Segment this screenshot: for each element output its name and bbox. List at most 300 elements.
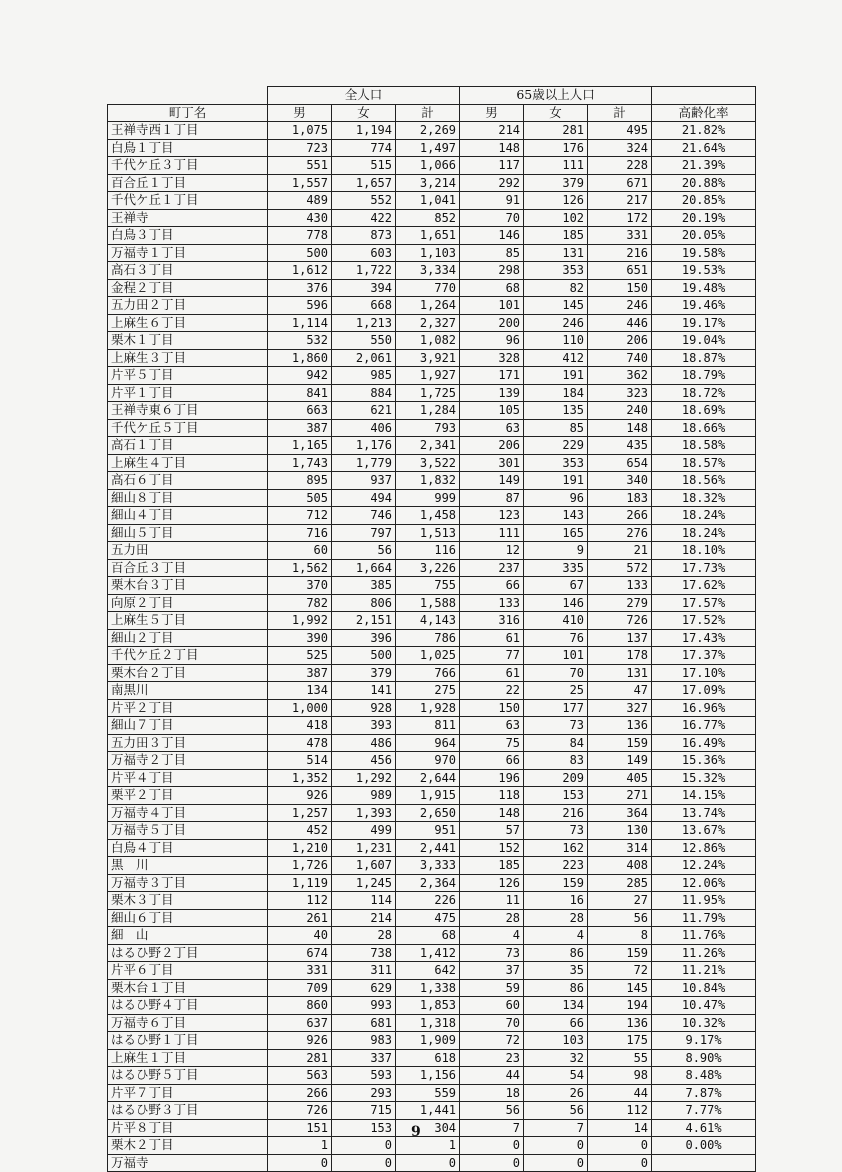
female-cell: 993 — [332, 997, 396, 1015]
aging-rate-cell: 16.49% — [652, 734, 756, 752]
table-row — [108, 314, 756, 332]
town-name-cell: 細山５丁目 — [108, 524, 268, 542]
elderly-total-cell: 130 — [588, 822, 652, 840]
elderly-total-cell: 279 — [588, 594, 652, 612]
male-cell: 525 — [268, 647, 332, 665]
town-name-cell: 白鳥１丁目 — [108, 139, 268, 157]
female-cell: 1,607 — [332, 857, 396, 875]
town-name-cell: 上麻生３丁目 — [108, 349, 268, 367]
town-name-cell: 細 山 — [108, 927, 268, 945]
total-cell: 475 — [396, 909, 460, 927]
male-cell: 261 — [268, 909, 332, 927]
aging-rate-cell: 20.05% — [652, 227, 756, 245]
total-cell: 1,318 — [396, 1014, 460, 1032]
town-name-cell: 千代ケ丘５丁目 — [108, 419, 268, 437]
table-row — [108, 332, 756, 350]
elderly-male-cell: 316 — [460, 612, 524, 630]
female-cell: 715 — [332, 1102, 396, 1120]
town-name-cell: はるひ野５丁目 — [108, 1067, 268, 1085]
total-cell: 1,156 — [396, 1067, 460, 1085]
aging-rate-cell: 8.90% — [652, 1049, 756, 1067]
total-cell: 642 — [396, 962, 460, 980]
total-cell: 1,264 — [396, 297, 460, 315]
elderly-total-cell: 183 — [588, 489, 652, 507]
elderly-total-cell: 136 — [588, 717, 652, 735]
elderly-male-cell: 56 — [460, 1102, 524, 1120]
male-cell: 1,743 — [268, 454, 332, 472]
elderly-total-cell: 323 — [588, 384, 652, 402]
table-row — [108, 209, 756, 227]
elderly-female-cell: 410 — [524, 612, 588, 630]
elderly-male-cell: 23 — [460, 1049, 524, 1067]
male-cell: 841 — [268, 384, 332, 402]
elderly-female-cell: 126 — [524, 192, 588, 210]
aging-rate-cell: 18.58% — [652, 437, 756, 455]
town-name-cell: 白鳥３丁目 — [108, 227, 268, 245]
total-cell: 1,588 — [396, 594, 460, 612]
table-row — [108, 1084, 756, 1102]
elderly-female-cell: 73 — [524, 717, 588, 735]
female-cell: 797 — [332, 524, 396, 542]
elderly-female-cell: 16 — [524, 892, 588, 910]
town-name-cell: 細山７丁目 — [108, 717, 268, 735]
aging-rate-cell: 18.72% — [652, 384, 756, 402]
total-cell: 3,921 — [396, 349, 460, 367]
elderly-male-cell: 149 — [460, 472, 524, 490]
elderly-total-cell: 364 — [588, 804, 652, 822]
table-row — [108, 384, 756, 402]
total-cell: 2,341 — [396, 437, 460, 455]
aging-rate-cell: 11.26% — [652, 944, 756, 962]
header-elderly-total: 計 — [588, 104, 652, 122]
elderly-male-cell: 63 — [460, 419, 524, 437]
table-row — [108, 1049, 756, 1067]
elderly-male-cell: 44 — [460, 1067, 524, 1085]
town-name-cell: 高石６丁目 — [108, 472, 268, 490]
total-cell: 793 — [396, 419, 460, 437]
town-name-cell: 万福寺 — [108, 1154, 268, 1172]
male-cell: 712 — [268, 507, 332, 525]
aging-rate-cell: 20.88% — [652, 174, 756, 192]
total-cell: 116 — [396, 542, 460, 560]
elderly-total-cell: 206 — [588, 332, 652, 350]
table-row — [108, 839, 756, 857]
total-cell: 226 — [396, 892, 460, 910]
aging-rate-cell: 20.85% — [652, 192, 756, 210]
male-cell: 500 — [268, 244, 332, 262]
column-header-row — [108, 104, 756, 122]
aging-rate-cell: 11.21% — [652, 962, 756, 980]
elderly-total-cell: 0 — [588, 1137, 652, 1155]
female-cell: 668 — [332, 297, 396, 315]
elderly-female-cell: 110 — [524, 332, 588, 350]
elderly-female-cell: 28 — [524, 909, 588, 927]
aging-rate-cell: 17.10% — [652, 664, 756, 682]
table-row — [108, 262, 756, 280]
elderly-female-cell: 159 — [524, 874, 588, 892]
aging-rate-cell: 21.82% — [652, 122, 756, 140]
aging-rate-cell: 19.04% — [652, 332, 756, 350]
total-cell: 1,066 — [396, 157, 460, 175]
elderly-total-cell: 98 — [588, 1067, 652, 1085]
total-cell: 559 — [396, 1084, 460, 1102]
female-cell: 1,245 — [332, 874, 396, 892]
aging-rate-cell: 19.58% — [652, 244, 756, 262]
town-name-cell: 王禅寺東６丁目 — [108, 402, 268, 420]
table-row — [108, 717, 756, 735]
total-cell: 1,412 — [396, 944, 460, 962]
elderly-total-cell: 145 — [588, 979, 652, 997]
total-cell: 770 — [396, 279, 460, 297]
elderly-total-cell: 217 — [588, 192, 652, 210]
elderly-male-cell: 148 — [460, 139, 524, 157]
elderly-female-cell: 185 — [524, 227, 588, 245]
elderly-female-cell: 103 — [524, 1032, 588, 1050]
male-cell: 1,210 — [268, 839, 332, 857]
elderly-male-cell: 200 — [460, 314, 524, 332]
female-cell: 500 — [332, 647, 396, 665]
female-cell: 1,231 — [332, 839, 396, 857]
female-cell: 28 — [332, 927, 396, 945]
table-row — [108, 279, 756, 297]
elderly-female-cell: 165 — [524, 524, 588, 542]
town-name-cell: 五力田２丁目 — [108, 297, 268, 315]
female-cell: 1,664 — [332, 559, 396, 577]
aging-rate-cell: 18.69% — [652, 402, 756, 420]
table-row — [108, 1014, 756, 1032]
elderly-total-cell: 276 — [588, 524, 652, 542]
elderly-male-cell: 150 — [460, 699, 524, 717]
elderly-total-cell: 21 — [588, 542, 652, 560]
aging-rate-cell: 10.47% — [652, 997, 756, 1015]
elderly-female-cell: 102 — [524, 209, 588, 227]
female-cell: 873 — [332, 227, 396, 245]
elderly-female-cell: 111 — [524, 157, 588, 175]
town-name-cell: 細山６丁目 — [108, 909, 268, 927]
total-cell: 0 — [396, 1154, 460, 1172]
elderly-male-cell: 4 — [460, 927, 524, 945]
elderly-total-cell: 446 — [588, 314, 652, 332]
total-cell: 2,650 — [396, 804, 460, 822]
total-cell: 970 — [396, 752, 460, 770]
aging-rate-cell — [652, 1154, 756, 1172]
elderly-male-cell: 85 — [460, 244, 524, 262]
total-cell: 1,725 — [396, 384, 460, 402]
elderly-female-cell: 216 — [524, 804, 588, 822]
table-row — [108, 1154, 756, 1172]
elderly-male-cell: 37 — [460, 962, 524, 980]
town-name-cell: 千代ケ丘３丁目 — [108, 157, 268, 175]
male-cell: 782 — [268, 594, 332, 612]
elderly-female-cell: 131 — [524, 244, 588, 262]
female-cell: 2,061 — [332, 349, 396, 367]
town-name-cell: 万福寺６丁目 — [108, 1014, 268, 1032]
table-row — [108, 594, 756, 612]
table-row — [108, 402, 756, 420]
male-cell: 674 — [268, 944, 332, 962]
elderly-total-cell: 27 — [588, 892, 652, 910]
elderly-female-cell: 162 — [524, 839, 588, 857]
elderly-female-cell: 412 — [524, 349, 588, 367]
total-cell: 2,269 — [396, 122, 460, 140]
aging-rate-cell: 21.64% — [652, 139, 756, 157]
town-name-cell: はるひ野３丁目 — [108, 1102, 268, 1120]
elderly-female-cell: 9 — [524, 542, 588, 560]
elderly-female-cell: 26 — [524, 1084, 588, 1102]
population-table — [107, 86, 756, 1172]
table-row — [108, 629, 756, 647]
female-cell: 406 — [332, 419, 396, 437]
total-cell: 1,853 — [396, 997, 460, 1015]
male-cell: 452 — [268, 822, 332, 840]
aging-rate-cell: 18.87% — [652, 349, 756, 367]
table-row — [108, 192, 756, 210]
table-row — [108, 489, 756, 507]
female-cell: 456 — [332, 752, 396, 770]
elderly-male-cell: 12 — [460, 542, 524, 560]
elderly-male-cell: 206 — [460, 437, 524, 455]
elderly-male-cell: 0 — [460, 1154, 524, 1172]
elderly-male-cell: 237 — [460, 559, 524, 577]
elderly-female-cell: 0 — [524, 1137, 588, 1155]
total-cell: 1,103 — [396, 244, 460, 262]
aging-rate-cell: 18.57% — [652, 454, 756, 472]
female-cell: 1,213 — [332, 314, 396, 332]
elderly-female-cell: 143 — [524, 507, 588, 525]
table-row — [108, 507, 756, 525]
aging-rate-cell: 15.36% — [652, 752, 756, 770]
table-row — [108, 139, 756, 157]
male-cell: 134 — [268, 682, 332, 700]
elderly-total-cell: 314 — [588, 839, 652, 857]
male-cell: 430 — [268, 209, 332, 227]
elderly-male-cell: 68 — [460, 279, 524, 297]
female-cell: 311 — [332, 962, 396, 980]
table-row — [108, 227, 756, 245]
male-cell: 1,992 — [268, 612, 332, 630]
elderly-male-cell: 22 — [460, 682, 524, 700]
table-row — [108, 647, 756, 665]
table-header — [108, 87, 756, 122]
female-cell: 681 — [332, 1014, 396, 1032]
female-cell: 1,657 — [332, 174, 396, 192]
male-cell: 370 — [268, 577, 332, 595]
aging-rate-cell: 19.46% — [652, 297, 756, 315]
elderly-female-cell: 86 — [524, 979, 588, 997]
town-name-cell: 栗木台２丁目 — [108, 664, 268, 682]
male-cell: 926 — [268, 1032, 332, 1050]
elderly-total-cell: 654 — [588, 454, 652, 472]
aging-rate-cell: 16.77% — [652, 717, 756, 735]
male-cell: 926 — [268, 787, 332, 805]
female-cell: 499 — [332, 822, 396, 840]
elderly-total-cell: 159 — [588, 944, 652, 962]
total-cell: 1,915 — [396, 787, 460, 805]
female-cell: 396 — [332, 629, 396, 647]
elderly-total-cell: 150 — [588, 279, 652, 297]
table-row — [108, 419, 756, 437]
town-name-cell: 細山２丁目 — [108, 629, 268, 647]
elderly-female-cell: 85 — [524, 419, 588, 437]
total-cell: 2,364 — [396, 874, 460, 892]
table-row — [108, 524, 756, 542]
elderly-male-cell: 59 — [460, 979, 524, 997]
elderly-female-cell: 67 — [524, 577, 588, 595]
elderly-female-cell: 229 — [524, 437, 588, 455]
elderly-male-cell: 18 — [460, 1084, 524, 1102]
female-cell: 593 — [332, 1067, 396, 1085]
female-cell: 141 — [332, 682, 396, 700]
town-name-cell: 片平４丁目 — [108, 769, 268, 787]
town-name-cell: 万福寺５丁目 — [108, 822, 268, 840]
elderly-female-cell: 353 — [524, 262, 588, 280]
town-name-cell: 千代ケ丘１丁目 — [108, 192, 268, 210]
elderly-female-cell: 0 — [524, 1154, 588, 1172]
elderly-male-cell: 77 — [460, 647, 524, 665]
female-cell: 0 — [332, 1137, 396, 1155]
aging-rate-cell: 17.43% — [652, 629, 756, 647]
male-cell: 723 — [268, 139, 332, 157]
male-cell: 895 — [268, 472, 332, 490]
elderly-total-cell: 240 — [588, 402, 652, 420]
town-name-cell: 上麻生４丁目 — [108, 454, 268, 472]
male-cell: 663 — [268, 402, 332, 420]
elderly-female-cell: 101 — [524, 647, 588, 665]
table-row — [108, 1137, 756, 1155]
male-cell: 532 — [268, 332, 332, 350]
elderly-male-cell: 171 — [460, 367, 524, 385]
male-cell: 505 — [268, 489, 332, 507]
elderly-male-cell: 66 — [460, 752, 524, 770]
aging-rate-cell: 15.32% — [652, 769, 756, 787]
header-female: 女 — [332, 104, 396, 122]
total-cell: 304 — [396, 1119, 460, 1137]
total-cell: 2,441 — [396, 839, 460, 857]
elderly-male-cell: 28 — [460, 909, 524, 927]
elderly-female-cell: 96 — [524, 489, 588, 507]
female-cell: 2,151 — [332, 612, 396, 630]
total-cell: 3,334 — [396, 262, 460, 280]
male-cell: 376 — [268, 279, 332, 297]
male-cell: 387 — [268, 664, 332, 682]
elderly-total-cell: 651 — [588, 262, 652, 280]
elderly-male-cell: 101 — [460, 297, 524, 315]
male-cell: 716 — [268, 524, 332, 542]
elderly-total-cell: 175 — [588, 1032, 652, 1050]
male-cell: 1 — [268, 1137, 332, 1155]
table-row — [108, 437, 756, 455]
aging-rate-cell: 17.73% — [652, 559, 756, 577]
elderly-total-cell: 133 — [588, 577, 652, 595]
elderly-total-cell: 44 — [588, 1084, 652, 1102]
aging-rate-cell: 21.39% — [652, 157, 756, 175]
female-cell: 1,393 — [332, 804, 396, 822]
elderly-total-cell: 271 — [588, 787, 652, 805]
elderly-total-cell: 671 — [588, 174, 652, 192]
female-cell: 337 — [332, 1049, 396, 1067]
elderly-male-cell: 301 — [460, 454, 524, 472]
female-cell: 928 — [332, 699, 396, 717]
female-cell: 989 — [332, 787, 396, 805]
group-header-row — [108, 87, 756, 105]
elderly-male-cell: 185 — [460, 857, 524, 875]
female-cell: 515 — [332, 157, 396, 175]
elderly-male-cell: 196 — [460, 769, 524, 787]
town-name-cell: 栗木２丁目 — [108, 1137, 268, 1155]
total-population-header: 全人口 — [268, 87, 460, 105]
male-cell: 1,257 — [268, 804, 332, 822]
total-cell: 1,284 — [396, 402, 460, 420]
aging-rate-cell: 17.57% — [652, 594, 756, 612]
town-name-cell: 百合丘３丁目 — [108, 559, 268, 577]
town-name-cell: 細山８丁目 — [108, 489, 268, 507]
total-cell: 618 — [396, 1049, 460, 1067]
elderly-female-cell: 191 — [524, 472, 588, 490]
elderly-male-cell: 0 — [460, 1137, 524, 1155]
total-cell: 1,338 — [396, 979, 460, 997]
aging-rate-cell: 19.17% — [652, 314, 756, 332]
male-cell: 60 — [268, 542, 332, 560]
female-cell: 379 — [332, 664, 396, 682]
elderly-total-cell: 55 — [588, 1049, 652, 1067]
elderly-female-cell: 281 — [524, 122, 588, 140]
female-cell: 385 — [332, 577, 396, 595]
table-row — [108, 1067, 756, 1085]
total-cell: 1 — [396, 1137, 460, 1155]
elderly-total-cell: 131 — [588, 664, 652, 682]
elderly-female-cell: 25 — [524, 682, 588, 700]
male-cell: 266 — [268, 1084, 332, 1102]
male-cell: 1,114 — [268, 314, 332, 332]
town-name-cell: はるひ野２丁目 — [108, 944, 268, 962]
aging-rate-cell: 17.52% — [652, 612, 756, 630]
table-row — [108, 577, 756, 595]
table-row — [108, 559, 756, 577]
elderly-total-cell: 495 — [588, 122, 652, 140]
table-row — [108, 699, 756, 717]
table-row — [108, 122, 756, 140]
elderly-total-cell: 405 — [588, 769, 652, 787]
male-cell: 514 — [268, 752, 332, 770]
female-cell: 393 — [332, 717, 396, 735]
elderly-male-cell: 72 — [460, 1032, 524, 1050]
aging-rate-cell: 17.37% — [652, 647, 756, 665]
elderly-male-cell: 61 — [460, 664, 524, 682]
header-male: 男 — [268, 104, 332, 122]
page-number: 9 — [411, 1124, 421, 1140]
elderly-male-cell: 126 — [460, 874, 524, 892]
male-cell: 40 — [268, 927, 332, 945]
aging-rate-cell: 17.62% — [652, 577, 756, 595]
female-cell: 1,194 — [332, 122, 396, 140]
header-aging-rate: 高齢化率 — [652, 104, 756, 122]
elderly-male-cell: 75 — [460, 734, 524, 752]
female-cell: 1,779 — [332, 454, 396, 472]
header-town-name: 町丁名 — [108, 104, 268, 122]
aging-rate-cell: 20.19% — [652, 209, 756, 227]
elderly-female-cell: 54 — [524, 1067, 588, 1085]
male-cell: 1,119 — [268, 874, 332, 892]
table-row — [108, 297, 756, 315]
elderly-female-cell: 176 — [524, 139, 588, 157]
male-cell: 1,075 — [268, 122, 332, 140]
female-cell: 550 — [332, 332, 396, 350]
table-row — [108, 892, 756, 910]
female-cell: 552 — [332, 192, 396, 210]
elderly-female-cell: 76 — [524, 629, 588, 647]
table-row — [108, 734, 756, 752]
elderly-male-cell: 117 — [460, 157, 524, 175]
